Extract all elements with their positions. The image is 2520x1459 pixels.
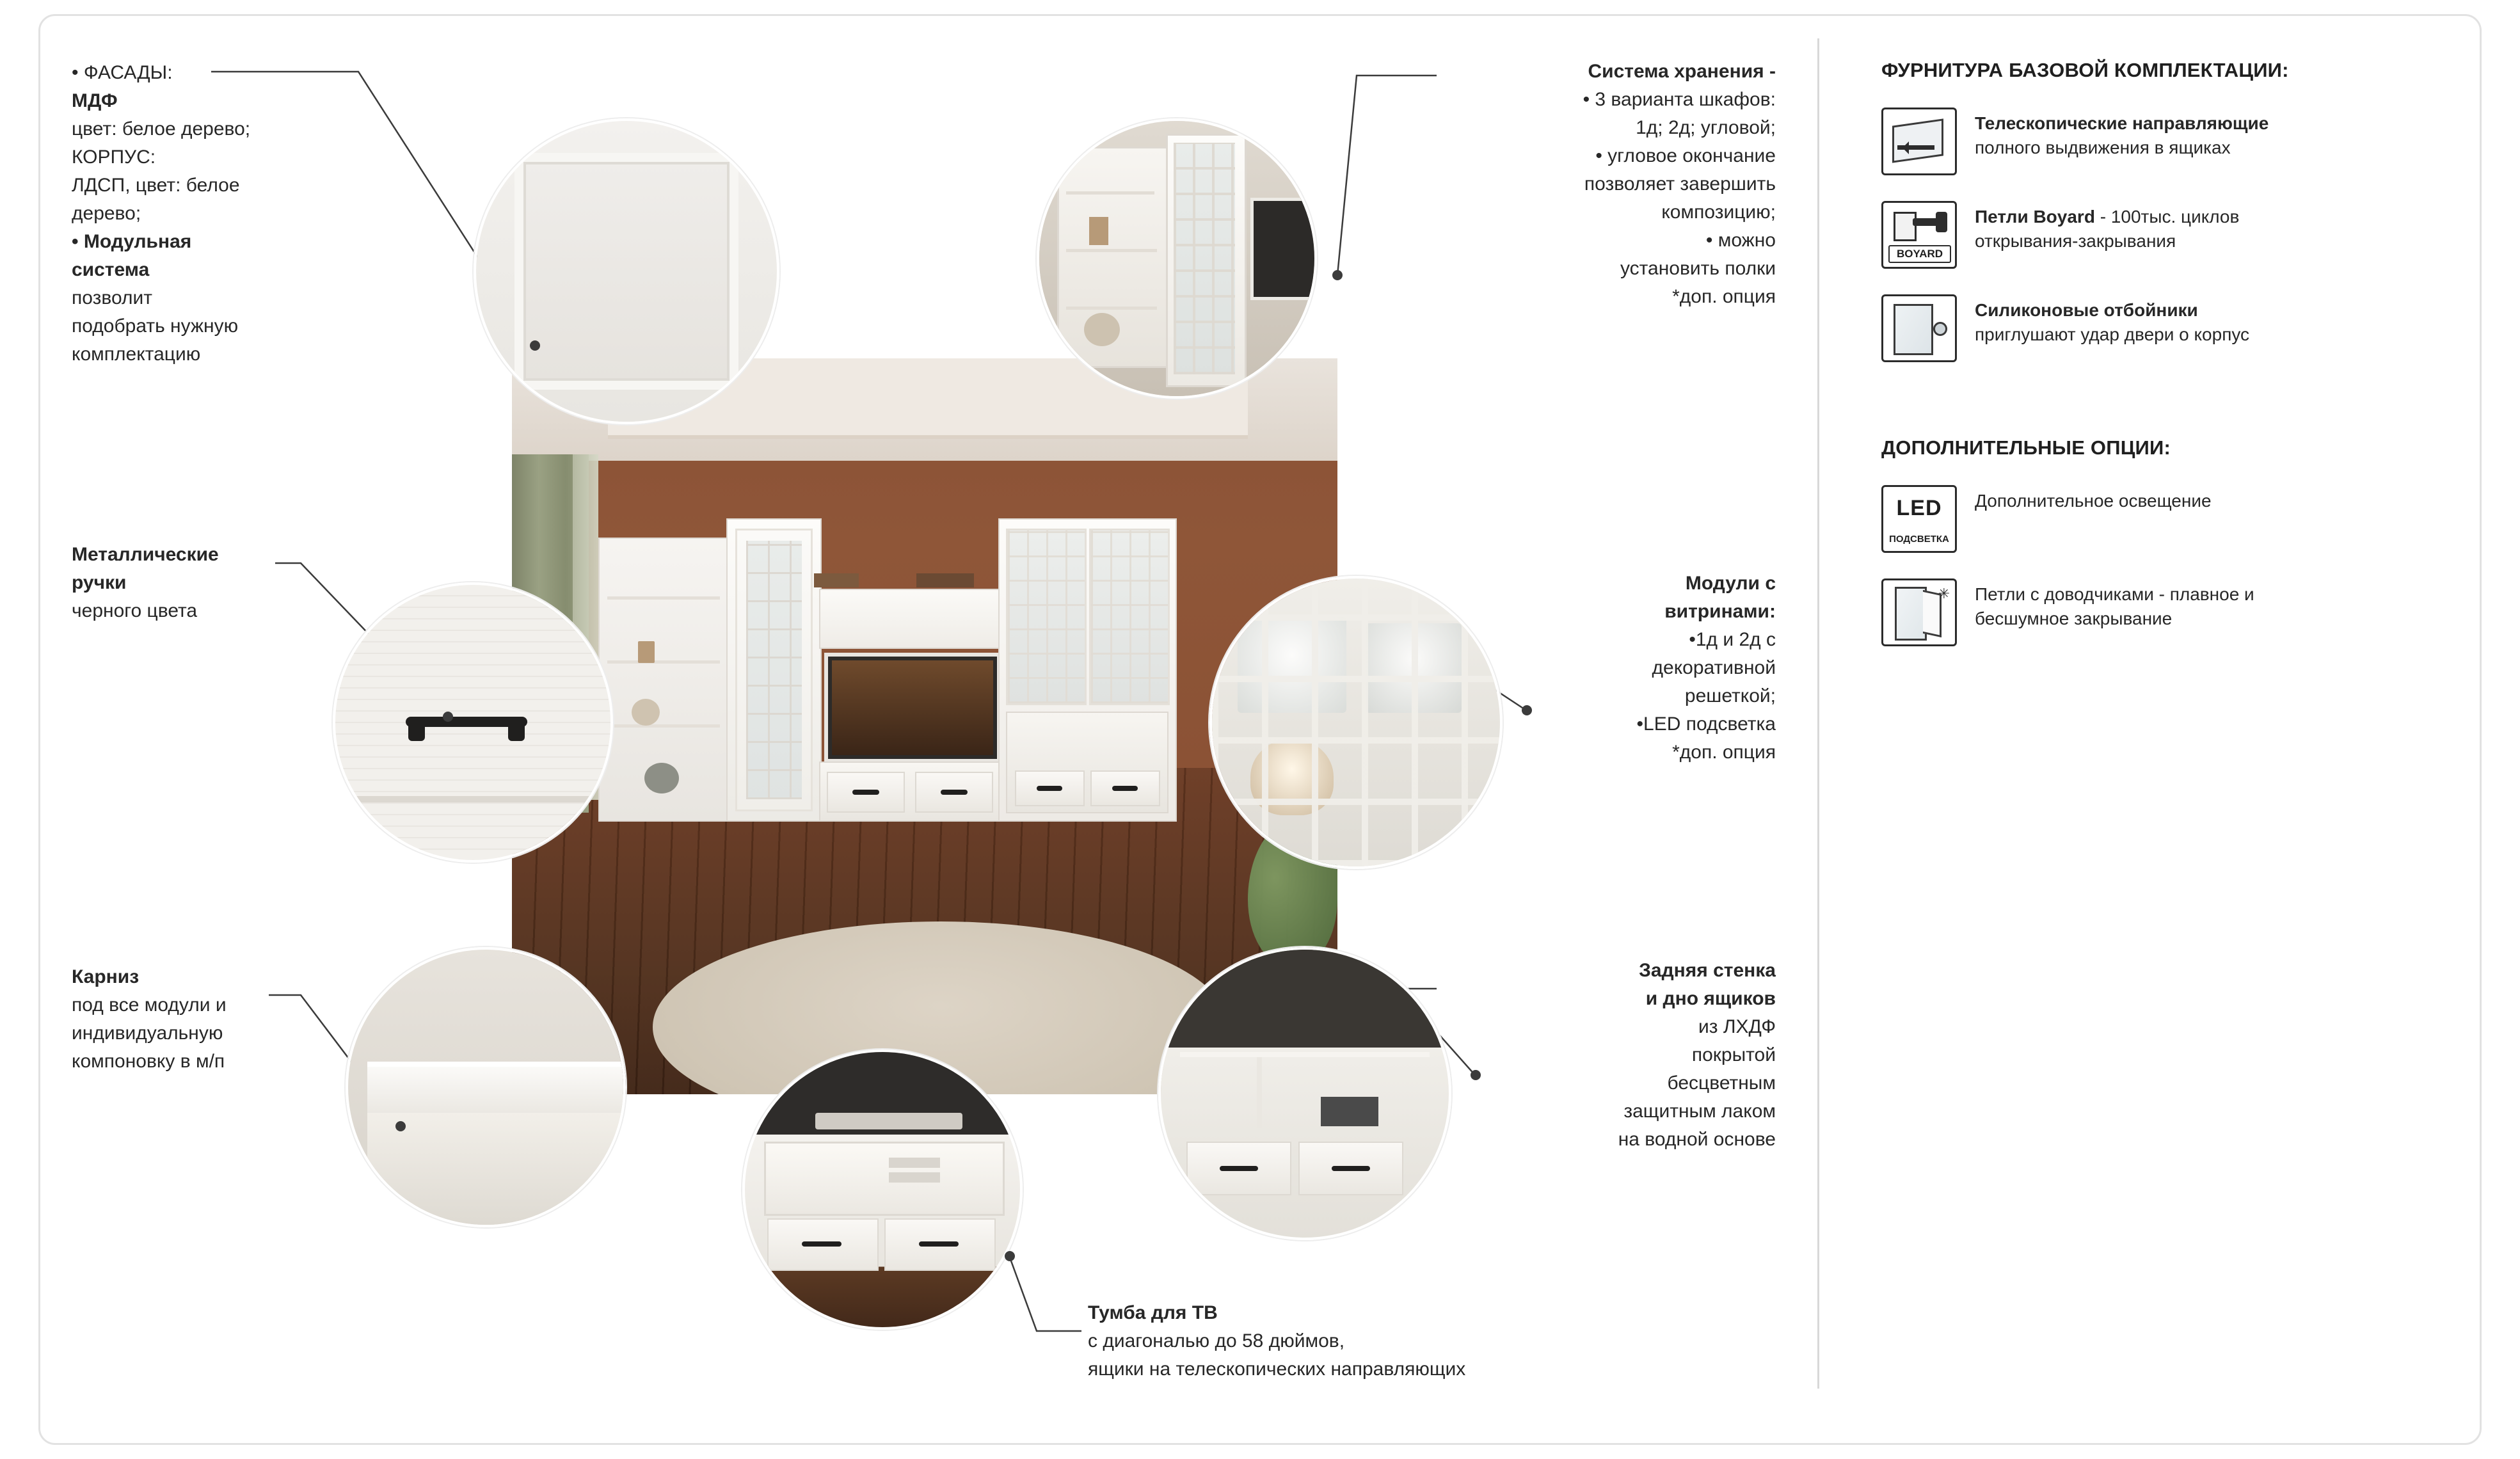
telescopic-slides-title: Телескопические направляющие: [1975, 113, 2269, 133]
boyard-hinges-desc: открывания-закрывания: [1975, 231, 2176, 251]
annotation-backwall: [1443, 957, 1776, 1154]
tv-title: Тумба для ТВ: [1088, 1302, 1218, 1323]
detail-circle-storage: [1037, 118, 1317, 399]
facade-line-4: КОРПУС:: [72, 147, 156, 168]
annotation-facade: [72, 59, 379, 369]
storage-line-3: • угловое окончание: [1595, 145, 1776, 166]
annotation-tv-stand: [1088, 1299, 1664, 1383]
section-title-extra-options: ДОПОЛНИТЕЛЬНЫЕ ОПЦИИ:: [1881, 436, 2171, 459]
storage-line-4: позволяет завершить: [1584, 173, 1776, 195]
facade-line-2: МДФ: [72, 90, 118, 111]
boyard-hinges-title: Петли Boyard: [1975, 207, 2095, 227]
backwall-line-5: на водной основе: [1618, 1129, 1776, 1150]
hardware-item-silicone-bumpers: [1881, 294, 2457, 362]
storage-line-1: • 3 варианта шкафов:: [1583, 89, 1776, 110]
handles-sub: черного цвета: [72, 600, 198, 621]
option-item-soft-close-hinges: [1881, 578, 2457, 646]
detail-circle-cornice: [346, 947, 626, 1227]
cornice-title: Карниз: [72, 966, 140, 987]
hardware-item-telescopic-slides: [1881, 108, 2457, 175]
facade-line-8: система: [72, 259, 150, 280]
facade-line-3: цвет: белое дерево;: [72, 118, 251, 140]
vitrine-title-2: витринами:: [1664, 601, 1776, 622]
detail-circle-facade: [474, 118, 779, 424]
storage-line-8: *доп. опция: [1672, 286, 1776, 307]
leader-dot-cornice: [395, 1121, 406, 1131]
detail-circle-handles: [333, 582, 613, 863]
right-panel: [1881, 59, 2457, 646]
facade-line-5: ЛДСП, цвет: белое: [72, 175, 240, 196]
cornice-line-2: индивидуальную: [72, 1023, 223, 1044]
handles-title-1: Металлические: [72, 544, 219, 565]
vitrine-line-4: •LED подсветка: [1636, 714, 1776, 735]
backwall-line-1: из ЛХДФ: [1698, 1016, 1776, 1037]
boyard-hinges-cycles: - 100тыс. циклов: [2094, 207, 2240, 227]
annotation-handles: [72, 541, 347, 625]
cornice-line-3: компоновку в м/п: [72, 1051, 225, 1072]
soft-close-hinge-icon: ✳: [1881, 578, 1957, 646]
storage-line-2: 1д; 2д; угловой;: [1636, 117, 1776, 138]
annotation-vitrine: [1443, 570, 1776, 767]
tv-line-1: с диагональю до 58 дюймов,: [1088, 1330, 1345, 1351]
storage-line-7: установить полки: [1620, 258, 1776, 279]
led-badge-sub: ПОДСВЕТКА: [1889, 534, 1949, 545]
backwall-title-2: и дно ящиков: [1645, 988, 1776, 1009]
vitrine-line-5: *доп. опция: [1672, 742, 1776, 763]
leader-dot-storage: [1332, 270, 1343, 280]
leader-dot-handles: [443, 712, 453, 722]
hardware-item-boyard-hinges: [1881, 201, 2457, 269]
telescopic-slide-icon: [1881, 108, 1957, 175]
silicone-bumpers-desc: приглушают удар двери о корпус: [1975, 324, 2250, 344]
leader-dot-facade: [530, 340, 540, 351]
tv-line-2: ящики на телескопических направляющих: [1088, 1359, 1466, 1380]
vitrine-line-3: решеткой;: [1684, 685, 1776, 706]
led-icon: [1881, 485, 1957, 553]
backwall-line-3: бесцветным: [1667, 1072, 1776, 1094]
detail-circle-tv-stand: [742, 1049, 1023, 1330]
backwall-line-2: покрытой: [1691, 1044, 1776, 1065]
detail-circle-backwall: [1158, 947, 1451, 1240]
boyard-badge: BOYARD: [1888, 245, 1951, 263]
facade-line-7: • Модульная: [72, 231, 192, 252]
leader-dot-tv-stand: [1005, 1251, 1015, 1261]
facade-line-1: • ФАСАДЫ:: [72, 62, 173, 83]
facade-line-10: подобрать нужную: [72, 315, 239, 337]
telescopic-slides-desc: полного выдвижения в ящиках: [1975, 138, 2231, 157]
silicone-bumpers-title: Силиконовые отбойники: [1975, 300, 2198, 320]
backwall-line-4: защитным лаком: [1623, 1101, 1776, 1122]
backwall-title-1: Задняя стенка: [1639, 960, 1776, 981]
facade-line-6: дерево;: [72, 203, 141, 224]
facade-line-9: позволит: [72, 287, 152, 308]
vitrine-line-1: •1д и 2д с: [1689, 629, 1776, 650]
vitrine-line-2: декоративной: [1652, 657, 1776, 678]
storage-title: Система хранения -: [1588, 61, 1776, 82]
section-title-base-hardware: ФУРНИТУРА БАЗОВОЙ КОМПЛЕКТАЦИИ:: [1881, 59, 2289, 81]
silicone-bumper-icon: [1881, 294, 1957, 362]
vitrine-title-1: Модули с: [1685, 573, 1776, 594]
storage-line-6: • можно: [1705, 230, 1776, 251]
metal-handle: [406, 706, 527, 744]
led-option-desc: Дополнительное освещение: [1975, 491, 2212, 511]
led-badge-main: LED: [1896, 496, 1942, 520]
annotation-cornice: [72, 963, 353, 1076]
living-room-wall-unit: [598, 518, 1174, 819]
cornice-line-1: под все модули и: [72, 994, 227, 1016]
soft-close-line-2: бесшумное закрывание: [1975, 609, 2173, 628]
facade-line-11: комплектацию: [72, 344, 201, 365]
option-item-led-lighting: [1881, 485, 2457, 553]
vertical-divider: [1817, 38, 1819, 1389]
annotation-storage: [1443, 58, 1776, 311]
soft-close-line-1: Петли с доводчиками - плавное и: [1975, 584, 2254, 604]
storage-line-5: композицию;: [1661, 202, 1776, 223]
handles-title-2: ручки: [72, 572, 127, 593]
hinge-boyard-icon: [1881, 201, 1957, 269]
